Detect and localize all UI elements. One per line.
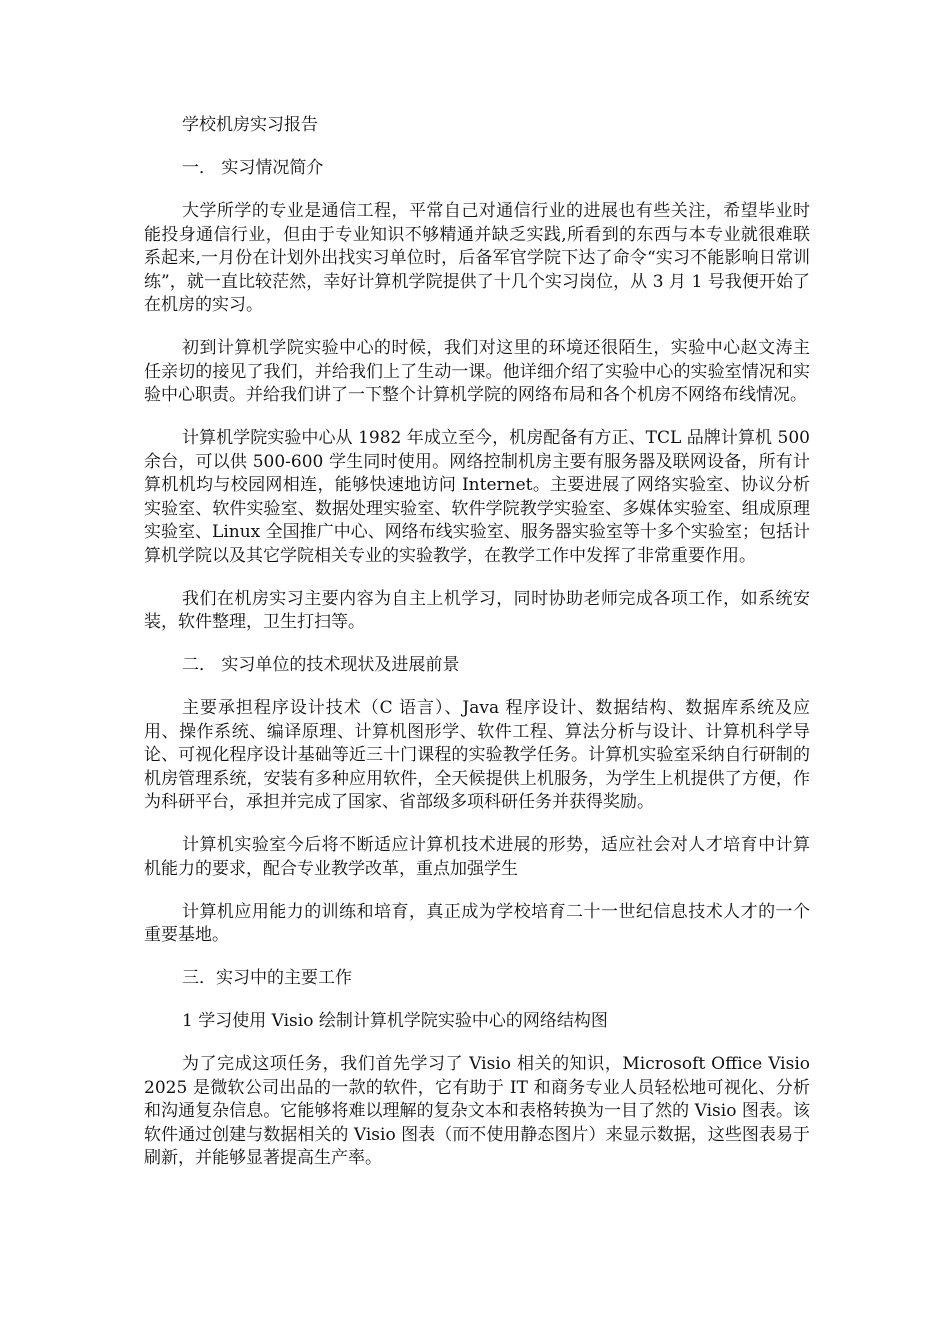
document-title: 学校机房实习报告 bbox=[182, 115, 318, 135]
paragraph-3: 计算机学院实验中心从 1982 年成立至今，机房配备有方正、TCL 品牌计算机 500 余台，可以供 500-600 学生同时使用。网络控制机房主要有服务器及联网设备，所有计算机机均与校园网相连，能够快速地访问 Internet。主要进展了网络实验室、协议分析实验室、软件实验室、数据处理实验室、软件学院教学实验室、多媒体实验室、组成原理实验室、Linux 全国推广中心、网络布线实验室、服务器实验室等十多个实验室；包括计算机学院以及其它学院相关专业的实验教学，在教学工作中发挥了非常重要作用。 bbox=[144, 428, 810, 566]
paragraph-5: 主要承担程序设计技术（C 语言）、Java 程序设计、数据结构、数据库系统及应用、操作系统、编译原理、计算机图形学、软件工程、算法分析与设计、计算机科学导论、可视化程序设计基础等近三十门课程的实验教学任务。计算机实验室采纳自行研制的机房管理系统，安装有多种应用软件，全天候提供上机服务，为学生上机提供了方便，作为科研平台，承担并完成了国家、省部级多项科研任务并获得奖励。 bbox=[144, 698, 810, 812]
paragraph-1: 大学所学的专业是通信工程，平常自己对通信行业的进展也有些关注，希望毕业时能投身通信行业，但由于专业知识不够精通并缺乏实践,所看到的东西与本专业就很难联系起来,一月份在计划外出找实习单位时，后备军官学院下达了命令“实习不能影响日常训练”，就一直比较茫然，幸好计算机学院提供了十几个实习岗位，从 3 月 1 号我便开始了在机房的实习。 bbox=[144, 201, 810, 315]
section-heading-1: 一． 实习情况简介 bbox=[182, 158, 324, 178]
section-heading-2: 二． 实习单位的技术现状及进展前景 bbox=[182, 655, 460, 675]
paragraph-6: 计算机实验室今后将不断适应计算机技术进展的形势，适应社会对人才培育中计算机能力的要求，配合专业教学改革，重点加强学生 bbox=[144, 835, 810, 879]
document-body bbox=[144, 114, 810, 1190]
paragraph-2: 初到计算机学院实验中心的时候，我们对这里的环境还很陌生，实验中心赵文涛主任亲切的接见了我们，并给我们上了生动一课。他详细介绍了实验中心的实验室情况和实验中心职责。并给我们讲了一下整个计算机学院的网络布局和各个机房不网络布线情况。 bbox=[144, 338, 810, 405]
subheading-1: 1 学习使用 Visio 绘制计算机学院实验中心的网络结构图 bbox=[182, 1011, 608, 1031]
paragraph-7: 计算机应用能力的训练和培育，真正成为学校培育二十一世纪信息技术人才的一个重要基地。 bbox=[144, 901, 810, 945]
section-heading-3: 三．实习中的主要工作 bbox=[182, 968, 352, 988]
paragraph-4: 我们在机房实习主要内容为自主上机学习，同时协助老师完成各项工作，如系统安装，软件整理，卫生打扫等。 bbox=[144, 588, 810, 632]
paragraph-8: 为了完成这项任务，我们首先学习了 Visio 相关的知识，Microsoft Office Visio 2025 是微软公司出品的一款的软件，它有助于 IT 和商务专业人员轻松地可视化、分析和沟通复杂信息。它能够将难以理解的复杂文本和表格转换为一目了然的 Visio 图表。该软件通过创建与数据相关的 Visio 图表（而不使用静态图片）来显示数据，这些图表易于刷新，并能够显著提高生产率。 bbox=[144, 1054, 810, 1168]
